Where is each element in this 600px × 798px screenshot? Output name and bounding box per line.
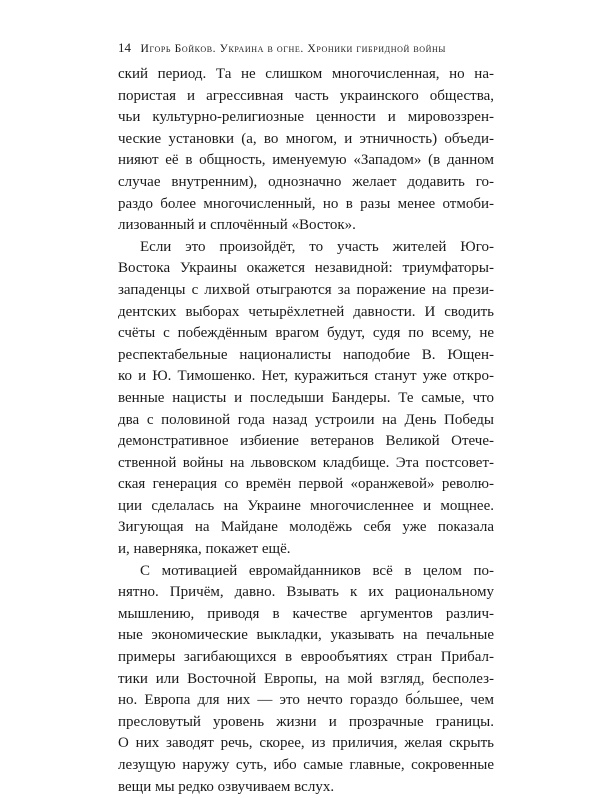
text-line: ные экономические выкладки, указывать на печальные bbox=[118, 627, 494, 644]
text-line: раздо более многочисленный, но в разы менее отмоби- bbox=[118, 195, 494, 212]
paragraph-1 bbox=[118, 64, 494, 237]
text-line: случае внутренним), однозначно желает додавить го- bbox=[118, 173, 494, 190]
running-head bbox=[118, 39, 518, 57]
text-line: Востока Украины окажется незавидной: триумфаторы- bbox=[118, 260, 494, 277]
text-line: ции сделалась на Украине многочисленнее и мощнее. bbox=[118, 497, 494, 514]
text-line: венные нацисты и последыши Бандеры. Те самые, что bbox=[118, 389, 494, 406]
text-line: и, наверняка, покажет ещё. bbox=[118, 541, 291, 558]
text-line: Зигующая на Майдане молодёжь себя уже показала bbox=[118, 519, 494, 536]
text-line: чьи культурно-религиозные ценности и мировоззрен- bbox=[118, 109, 494, 126]
text-line: примеры загибающихся в еврообъятиях стран Прибал- bbox=[118, 649, 494, 666]
text-line: нятно. Причём, давно. Взывать к их рациональному bbox=[118, 584, 494, 601]
paragraph-3 bbox=[118, 561, 494, 798]
text-line: тики или Восточной Европы, на мой взгляд, бесполез- bbox=[118, 670, 494, 687]
page-number: 14 bbox=[118, 40, 131, 55]
text-line: лизованный и сплочённый «Восток». bbox=[118, 217, 356, 234]
text-line: ская генерация со времён первой «оранжевой» револю- bbox=[118, 476, 494, 493]
body-text bbox=[118, 64, 494, 798]
text-line: ческие установки (а, во многом, и этничность) объеди- bbox=[118, 130, 494, 147]
text-line: но. Европа для них — это нечто гораздо бо́льшее, чем bbox=[118, 692, 494, 709]
text-line: С мотивацией евромайданников всё в целом по- bbox=[140, 562, 494, 579]
text-line: дентских выборах четырёхлетней давности. И сводить bbox=[118, 303, 494, 320]
text-line: ский период. Та не слишком многочисленная, но на- bbox=[118, 66, 494, 82]
text-line: вещи мы редко озвучиваем вслух. bbox=[118, 778, 335, 795]
text-line: пористая и агрессивная часть украинского общества, bbox=[118, 87, 494, 104]
running-title: Игорь Бойков. Украина в огне. Хроники гибридной войны bbox=[140, 42, 446, 55]
text-line: демонстративное избиение ветеранов Великой Отече- bbox=[118, 433, 494, 450]
text-line: два с половиной года назад устроили на День Победы bbox=[118, 411, 494, 428]
paragraph-2 bbox=[118, 237, 494, 561]
text-line: мышлению, приводя в качестве аргументов различ- bbox=[118, 605, 494, 622]
text-line: лезущую наружу суть, ибо самые главные, сокровенные bbox=[118, 757, 494, 773]
text-line: респектабельные националисты наподобие В. Ющен- bbox=[118, 346, 494, 363]
text-line: западенцы с лихвой отыграются за поражение на прези- bbox=[118, 281, 494, 298]
text-line: ко и Ю. Тимошенко. Нет, куражиться станут уже откро- bbox=[118, 368, 494, 385]
text-line: Если это произойдёт, то участь жителей Юго- bbox=[140, 238, 494, 255]
text-line: О них заводят речь, скорее, из приличия, желая скрыть bbox=[118, 735, 494, 752]
text-line: нияют её в общность, именуемую «Западом» (в данном bbox=[118, 152, 494, 169]
text-line: ственной войны на львовском кладбище. Эта постсовет- bbox=[118, 454, 494, 471]
text-line: счёты с побеждённым врагом будут, судя по всему, не bbox=[118, 325, 494, 342]
text-line: пресловутый уровень жизни и прозрачные границы. bbox=[118, 713, 494, 730]
